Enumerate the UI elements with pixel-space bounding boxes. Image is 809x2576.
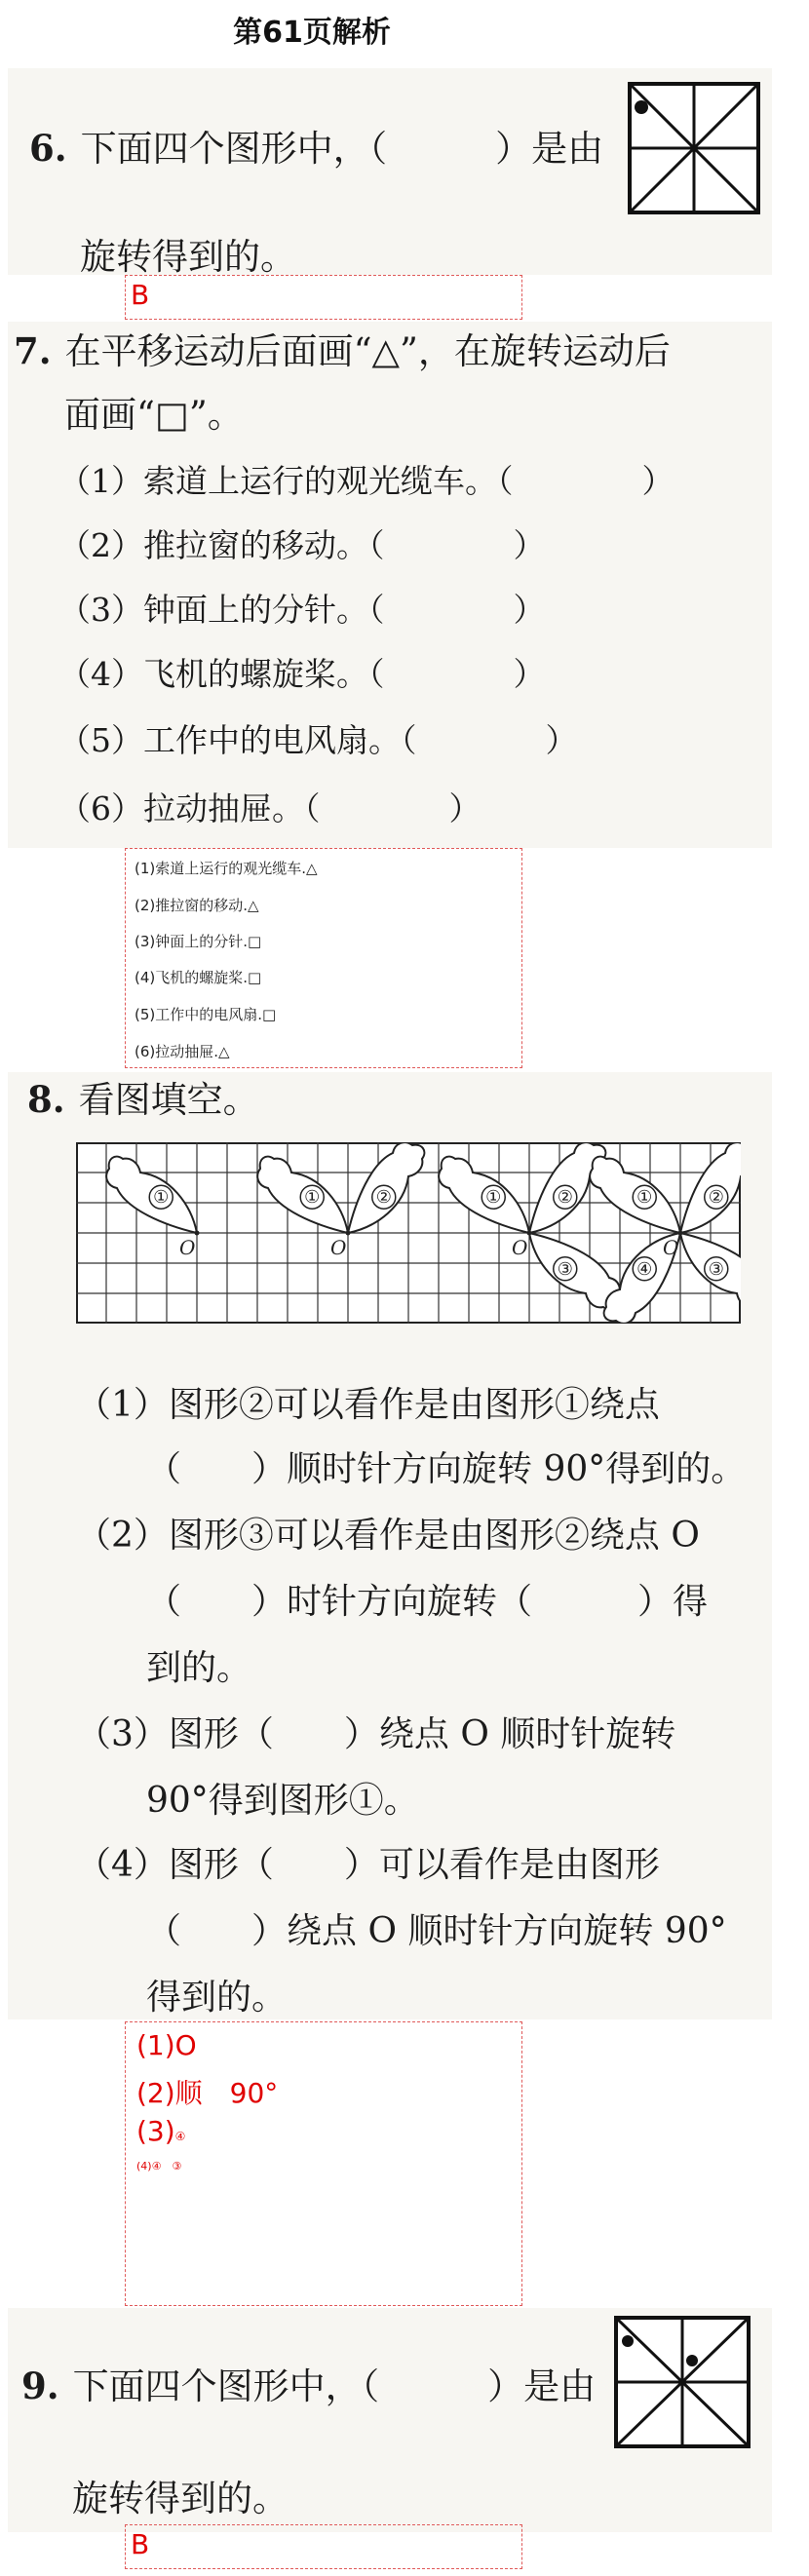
q8-line-6: （3）图形（ ）绕点 O 顺时针旋转 <box>76 1714 676 1754</box>
point-o-mark <box>346 1231 351 1236</box>
q6-number: 6. <box>29 127 67 170</box>
q9-line2: 旋转得到的。 <box>72 2478 289 2519</box>
q7-line1 <box>14 327 671 375</box>
q7-number: 7. <box>14 329 52 372</box>
q8-line-2: （ ）顺时针方向旋转 90°得到的。 <box>146 1449 747 1489</box>
q6-dot <box>635 100 648 114</box>
q8-answer-box <box>125 2021 522 2306</box>
q7-item-3: （3）钟面上的分针。（ ） <box>58 591 546 629</box>
q8-line-5: 到的。 <box>146 1648 252 1688</box>
q8-line-10: 得到的。 <box>146 1978 288 2018</box>
q8-line-1: （1）图形②可以看作是由图形①绕点 <box>76 1385 660 1425</box>
q9-dot-1 <box>622 2335 634 2347</box>
petal-label: ① <box>636 1187 653 1209</box>
q8-line-8: （4）图形（ ）可以看作是由图形 <box>76 1845 660 1885</box>
q8-line-4: （ ）时针方向旋转（ ）得 <box>146 1582 709 1622</box>
q9-text-1: 下面四个图形中，（ ）是由 <box>72 2365 597 2407</box>
q9-figure <box>614 2316 751 2448</box>
petal-label: ② <box>708 1187 724 1209</box>
petal-label: ③ <box>557 1258 573 1280</box>
q6-answer-box <box>125 275 522 320</box>
page-title: 第61页解析 <box>233 16 391 50</box>
q6-text-1: 下面四个图形中，（ ）是由 <box>80 128 604 170</box>
point-o-mark <box>678 1231 683 1236</box>
point-o-mark <box>527 1231 532 1236</box>
q6-answer: B <box>131 279 150 311</box>
petal-label: ② <box>375 1187 392 1209</box>
point-o-mark <box>195 1231 200 1236</box>
q8-answer-2: (2)顺 90° <box>136 2077 279 2109</box>
q7-answer-5: (5)工作中的电风扇.□ <box>135 1006 277 1023</box>
q7-item-6: （6）拉动抽屉。（ ） <box>58 789 482 827</box>
q7-item-5: （5）工作中的电风扇。（ ） <box>58 721 578 759</box>
point-o-label: O <box>179 1236 196 1259</box>
petal-label: ④ <box>636 1258 653 1280</box>
point-o-label: O <box>663 1236 679 1259</box>
q7-answer-3: (3)钟面上的分针.□ <box>135 933 262 950</box>
petal-label: ③ <box>708 1258 724 1280</box>
q7-line2: 面画“□”。 <box>64 394 244 436</box>
q8-line-7: 90°得到图形①。 <box>146 1781 419 1821</box>
petal-label: ① <box>304 1187 321 1209</box>
q9-number: 9. <box>21 2365 59 2407</box>
point-o-label: O <box>512 1236 528 1259</box>
q9-line1 <box>21 2363 596 2410</box>
petal-label: ② <box>557 1187 573 1209</box>
q8-answer-3-small: ④ <box>174 2130 186 2143</box>
q6-line1 <box>29 125 603 173</box>
q8-answer-1: (1)O <box>136 2029 197 2061</box>
q9-answer: B <box>131 2528 150 2560</box>
q8-title: 看图填空。 <box>78 1079 259 1121</box>
q7-answer-4: (4)飞机的螺旋桨.□ <box>135 969 262 986</box>
q6-figure <box>628 82 760 214</box>
q9-dot-2 <box>686 2355 698 2366</box>
q8-heading <box>27 1076 259 1124</box>
q8-answer-3 <box>136 2115 185 2147</box>
petal-label: ① <box>485 1187 502 1209</box>
q7-item-1: （1）索道上运行的观光缆车。（ ） <box>58 462 674 500</box>
q8-line-3: （2）图形③可以看作是由图形②绕点 O <box>76 1516 700 1556</box>
q9-answer-box <box>125 2524 522 2569</box>
petal-label: ① <box>153 1187 170 1209</box>
q7-answer-6: (6)拉动抽屉.△ <box>135 1043 230 1060</box>
point-o-label: O <box>330 1236 347 1259</box>
q7-answer-2: (2)推拉窗的移动.△ <box>135 897 259 914</box>
q8-line-9: （ ）绕点 O 顺时针方向旋转 90° <box>146 1911 727 1951</box>
q8-figure-grid <box>76 1142 741 1324</box>
q8-answer-3-label: (3) <box>136 2115 175 2147</box>
q8-number: 8. <box>27 1078 65 1121</box>
q8-answer-4: (4)④ ③ <box>136 2160 182 2172</box>
q7-item-2: （2）推拉窗的移动。（ ） <box>58 526 546 564</box>
q7-answer-box <box>125 848 522 1068</box>
q7-item-4: （4）飞机的螺旋桨。（ ） <box>58 655 546 693</box>
q7-text-1: 在平移运动后面画“△”，在旋转运动后 <box>64 330 671 372</box>
q6-line2: 旋转得到的。 <box>80 236 296 278</box>
q7-answer-1: (1)索道上运行的观光缆车.△ <box>135 860 318 877</box>
